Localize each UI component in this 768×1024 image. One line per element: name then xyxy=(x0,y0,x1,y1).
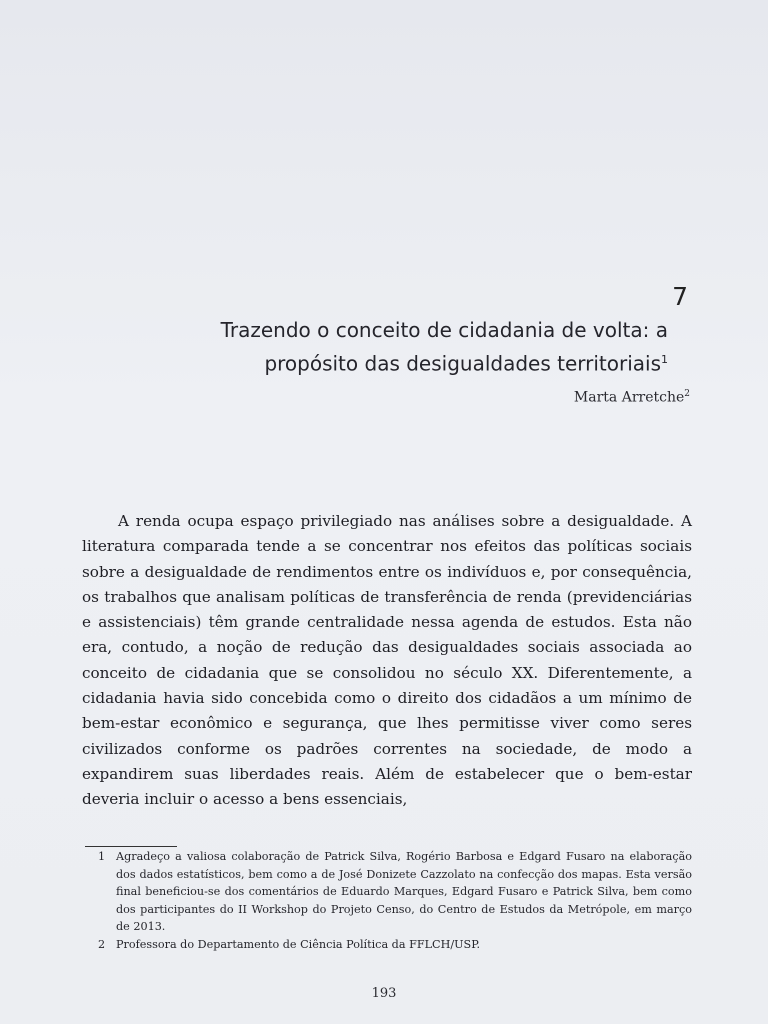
chapter-title-line-2-text: propósito das desigualdades territoriais xyxy=(264,351,661,376)
author-name: Marta Arretche xyxy=(573,389,685,406)
footnote-1-number: 1 xyxy=(98,850,106,863)
title-footnote-marker: 1 xyxy=(661,353,668,366)
author-line xyxy=(574,389,690,406)
footnote-divider xyxy=(85,846,177,847)
chapter-title xyxy=(120,315,668,379)
chapter-title-line-2 xyxy=(120,345,668,379)
author-footnote-marker: 2 xyxy=(684,389,690,399)
page-number: 193 xyxy=(371,986,397,1001)
footnotes xyxy=(98,848,692,954)
footnote-1-text: Agradeço a valiosa colaboração de Patrick Silva, Rogério Barbosa e Edgard Fusaro na elaboração dos dados estatísticos, bem como a de José Donizete Cazzolato na confecção dos mapas. Esta versão final beneficiou-se dos comentários de Eduardo Marques, Edgard Fusaro e Patrick Silva, bem como dos participantes do II Workshop do Projeto Censo, do Centro de Estudos da Metrópole, em março de 2013. xyxy=(116,850,692,934)
footnote-2-number: 2 xyxy=(98,937,106,951)
footnote-2 xyxy=(98,936,692,954)
chapter-number: 7 xyxy=(672,282,688,311)
footnote-2-text: Professora do Departamento de Ciência Política da FFLCH/USP. xyxy=(116,937,481,951)
footnote-1 xyxy=(98,848,692,936)
body-paragraph: A renda ocupa espaço privilegiado nas análises sobre a desigualdade. A literatura comparada tende a se concentrar nos efeitos das políticas sociais sobre a desigualdade de rendimentos entre os indivíduos e, por consequência, os trabalhos que analisam políticas de transferência de renda (previdenciárias e assistenciais) têm grande centralidade nessa agenda de estudos. Esta não era, contudo, a noção de redução das desigualdades sociais associada ao conceito de cidadania que se consolidou no século XX. Diferentemente, a cidadania havia sido concebida como o direito dos cidadãos a um mínimo de bem-estar econômico e segurança, que lhes permitisse viver como seres civilizados conforme os padrões correntes na sociedade, de modo a expandirem suas liberdades reais. Além de estabelecer que o bem-estar deveria incluir o acesso a bens essenciais, xyxy=(82,512,692,809)
body-text xyxy=(82,509,692,813)
chapter-title-line-1: Trazendo o conceito de cidadania de volta: a xyxy=(220,318,668,342)
